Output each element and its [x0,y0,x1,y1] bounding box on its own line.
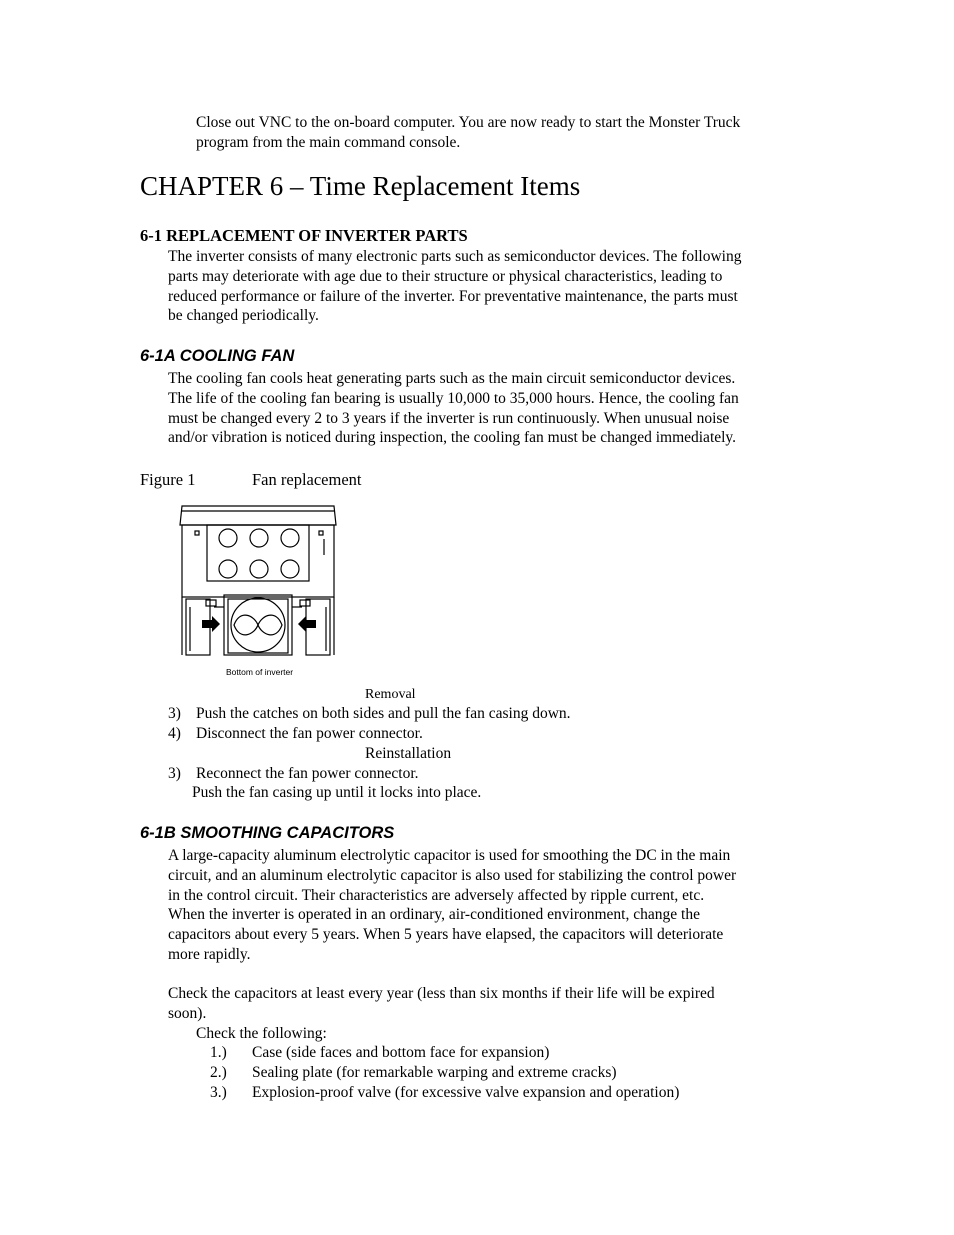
check-paragraph [168,984,715,1024]
figure-image-label: Bottom of inverter [226,667,294,677]
section-6-1b-heading: 6-1B SMOOTHING CAPACITORS [140,824,395,842]
check-item-number: 1.) [210,1044,227,1061]
paragraph-line: more rapidly. [168,945,251,963]
step-number: 3) [168,765,181,782]
paragraph-line: When the inverter is operated in an ordinary, air-conditioned environment, change the [168,906,700,924]
check-item-text: Explosion-proof valve (for excessive valve expansion and operation) [252,1084,680,1101]
paragraph-line: A large-capacity aluminum electrolytic capacitor is used for smoothing the DC in the main [168,847,731,864]
chapter-title: CHAPTER 6 – Time Replacement Items [140,171,581,201]
inverter-fan-diagram [178,503,340,681]
paragraph-line: capacitors about every 5 years. When 5 years have elapsed, the capacitors will deteriorate [168,926,724,944]
figure-caption: Fan replacement [252,470,362,489]
paragraph-line: parts may deteriorate with age due to their structure or physical characteristics, leading to [168,267,723,285]
paragraph-line: soon). [168,1004,207,1022]
paragraph-line: Check the capacitors at least every year (less than six months if their life will be expired [168,985,715,1002]
paragraph-line: in the control circuit. Their characteristics are adversely affected by ripple current, etc. [168,886,705,904]
paragraph-line: The cooling fan cools heat generating parts such as the main circuit semiconductor devices. [168,370,736,387]
reinstallation-extra: Push the fan casing up until it locks into place. [192,784,482,801]
check-item-text: Sealing plate (for remarkable warping and extreme cracks) [252,1064,617,1081]
paragraph-line: The life of the cooling fan bearing is usually 10,000 to 35,000 hours. Hence, the cooling fan [168,389,739,407]
section-6-1a-heading: 6-1A COOLING FAN [140,347,295,365]
paragraph-line: circuit, and an aluminum electrolytic capacitor is also used for stabilizing the control power [168,866,737,884]
intro-paragraph [196,113,740,153]
check-item-number: 2.) [210,1064,227,1081]
removal-step [168,724,181,744]
section-6-1b-paragraph [168,846,736,965]
paragraph-line: The inverter consists of many electronic parts such as semiconductor devices. The following [168,248,742,265]
figure-label: Figure 1 [140,470,196,489]
reinstallation-step-text: Reconnect the fan power connector. [196,765,419,782]
section-6-1-heading: 6-1 REPLACEMENT OF INVERTER PARTS [140,226,468,245]
paragraph-line: be changed periodically. [168,307,319,325]
section-6-1-paragraph [168,247,741,326]
check-item-text: Case (side faces and bottom face for expansion) [252,1044,550,1061]
removal-title: Removal [365,687,416,702]
intro-line: Close out VNC to the on-board computer. You are now ready to start the Monster Truck [196,114,741,131]
step-number: 4) [168,725,181,742]
intro-line: program from the main command console. [196,133,461,151]
removal-step-text: Disconnect the fan power connector. [196,725,423,742]
paragraph-line: must be changed every 2 to 3 years if the inverter is run continuously. When unusual noise [168,409,730,427]
fan-replacement-figure [178,503,340,681]
check-intro: Check the following: [196,1025,327,1042]
removal-step-text: Push the catches on both sides and pull the fan casing down. [196,705,571,722]
check-item-number: 3.) [210,1084,227,1101]
section-6-1a-paragraph [168,369,739,448]
reinstallation-step [168,764,181,784]
paragraph-line: reduced performance or failure of the inverter. For preventative maintenance, the parts must [168,287,738,305]
step-number: 3) [168,705,181,722]
removal-step [168,704,181,724]
reinstallation-title: Reinstallation [365,745,452,762]
paragraph-line: and/or vibration is noticed during inspection, the cooling fan must be changed immediately. [168,429,737,447]
